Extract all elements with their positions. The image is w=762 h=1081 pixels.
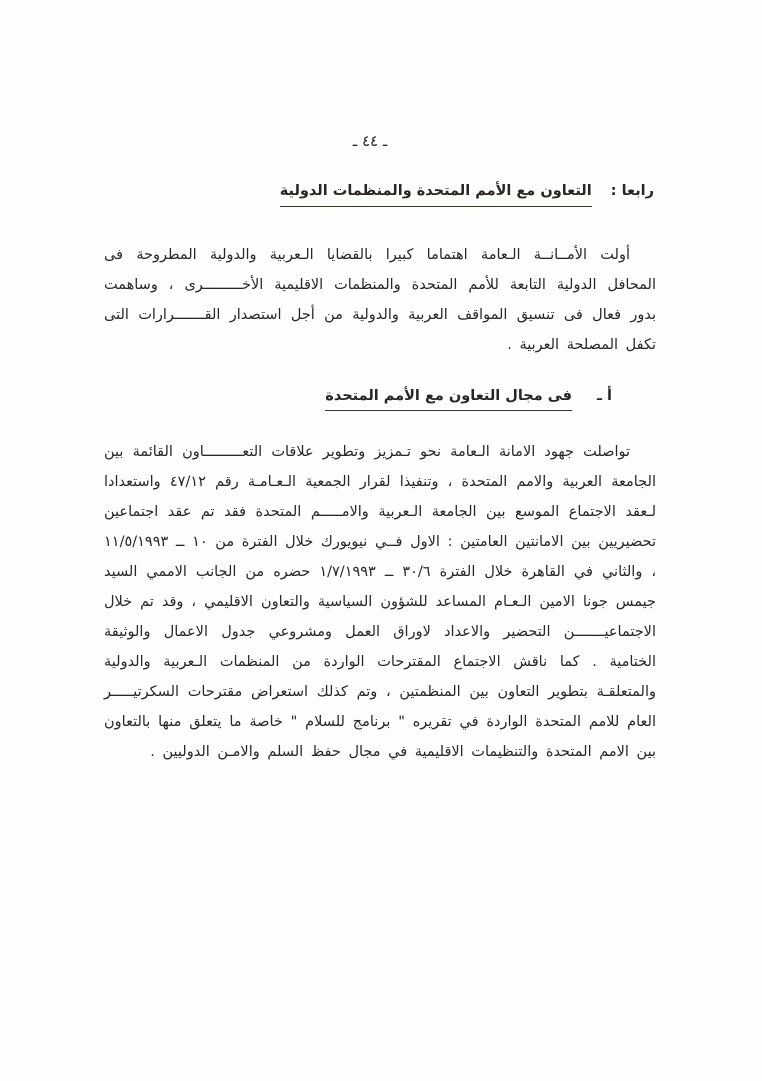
section-heading-title: التعاون مع الأمم المتحدة والمنظمات الدولية — [280, 183, 592, 207]
subsection-heading-label: أ ـ — [597, 388, 612, 404]
section-heading-label: رابعا : — [610, 183, 654, 199]
body-paragraph: تواصلت جهود الامانة الـعامة نحو تـمزيز وتطوير علاقات التعـــــــــاون القائمة بين الجامعة العربية والامم المتحدة ، وتنفيذا لقرار الجمعية الـعـامـة رقم ٤٧/١٢ واستعدادا لـعقد الاجتماع الموسع بين الجامعة الـعربية والامـــــم المتحدة فقد تم عقد اجتماعين تحضيريين بين الامانتين العامتين : الاول فــي نيويورك خلال الفترة من ١٠ ــ ١١/٥/١٩٩٣ ، والثاني في القاهرة خلال الفترة ٣٠/٦ ــ ١/٧/١٩٩٣ حضره من الجانب الاممي السيد جيمس جونا الامين الـعـام المساعد للشؤون السياسية والتعاون الاقليمي ، وقد تم خلال الاجتماعيـــــــن التحضير والاعداد لاوراق العمل ومشروعي جدول الاعمال والوثيقة الختامية . كما ناقش الاجتماع المقترحات الواردة من المنظمات الـعربية والدولية والمتعلقـة بتطوير التعاون بين المنظمتين ، وتم كذلك استعراض مقترحات السكرتيـــــر العام للامم المتحدة الواردة في تقريره " برنامج للسلام " خاصة ما يتعلق منها بالتعاون بين الامم المتحدة والتنظيمات الاقليمية في مجال حفظ السلم والامـن الدوليين . — [104, 444, 656, 760]
page-number: ـ ٤٤ ـ — [352, 132, 388, 150]
section-heading — [108, 183, 654, 207]
subsection-heading-title: فى مجال التعاون مع الأمم المتحدة — [325, 388, 572, 411]
subsection-heading — [325, 388, 612, 411]
intro-paragraph: أولت الأمــانــة الـعامة اهتماما كبيرا بالقضايا الـعربية والدولية المطروحة فى المحافل الدولية التابعة للأمم المتحدة والمنظمات الاقليمية الأخـــــــــرى ، وساهمت بدور فعال فى تنسيق المواقف العربية والدولية من أجل استصدار القـــــــرارات التى تكفل المصلحة العربية . — [104, 247, 656, 353]
